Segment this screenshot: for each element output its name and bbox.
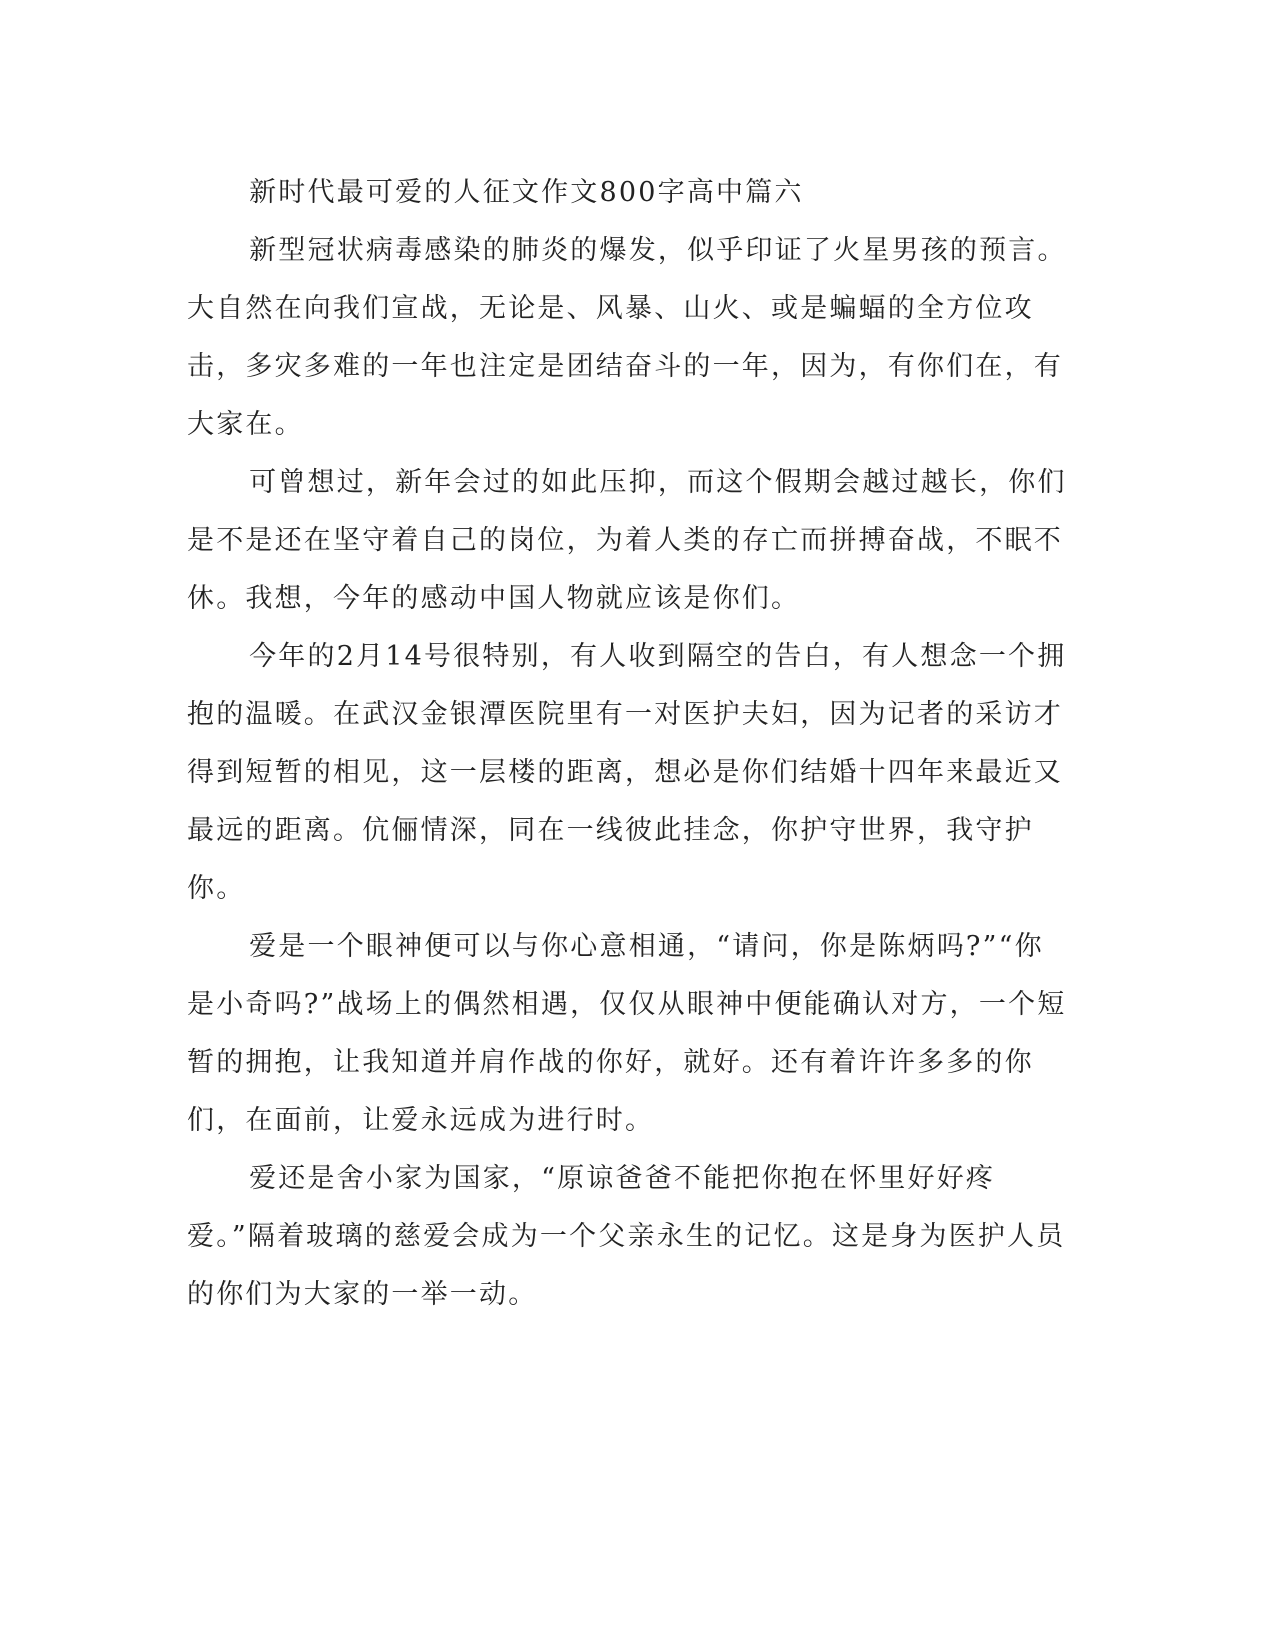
- paragraph-5: 爱还是舍小家为国家，“原谅爸爸不能把你抱在怀里好好疼爱。”隔着玻璃的慈爱会成为一个父亲永生的记忆。这是身为医护人员的你们为大家的一举一动。: [187, 1163, 1066, 1310]
- paragraph-4: 爱是一个眼神便可以与你心意相通，“请问，你是陈炳吗?”“你是小奇吗?”战场上的偶然相遇，仅仅从眼神中便能确认对方，一个短暂的拥抱，让我知道并肩作战的你好，就好。还有着许许多多的你们，在面前，让爱永远成为进行时。: [187, 931, 1067, 1136]
- paragraph-2: 可曾想过，新年会过的如此压抑，而这个假期会越过越长，你们是不是还在坚守着自己的岗位，为着人类的存亡而拼搏奋战，不眠不休。我想，今年的感动中国人物就应该是你们。: [187, 467, 1067, 614]
- paragraph-3: 今年的2月14号很特别，有人收到隔空的告白，有人想念一个拥抱的温暖。在武汉金银潭医院里有一对医护夫妇，因为记者的采访才得到短暂的相见，这一层楼的距离，想必是你们结婚十四年来最近又最远的距离。伉俪情深，同在一线彼此挂念，你护守世界，我守护你。: [187, 641, 1067, 904]
- document-title: 新时代最可爱的人征文作文800字高中篇六: [249, 177, 804, 208]
- paragraph-1: 新型冠状病毒感染的肺炎的爆发，似乎印证了火星男孩的预言。大自然在向我们宣战，无论是、风暴、山火、或是蝙蝠的全方位攻击，多灾多难的一年也注定是团结奋斗的一年，因为，有你们在，有大家在。: [187, 235, 1067, 440]
- document-body: [187, 164, 1067, 1324]
